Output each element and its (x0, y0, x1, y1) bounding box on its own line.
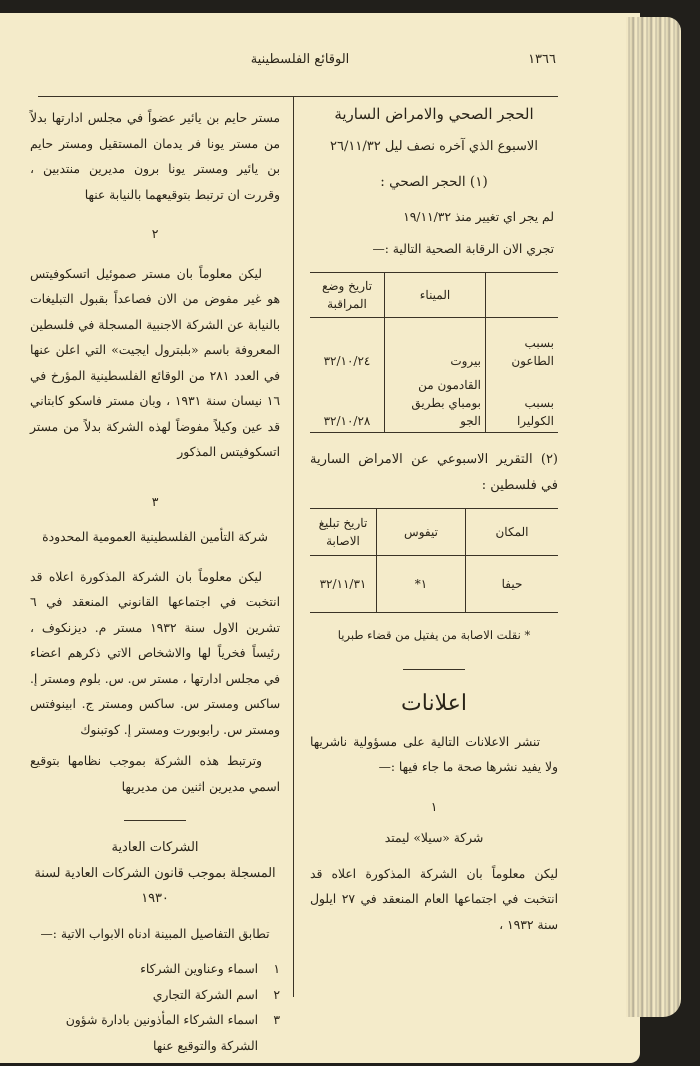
list-item: ٢ اسم الشركة التجاري (152, 987, 280, 1002)
page-edges (626, 17, 681, 1017)
quarantine-table (310, 272, 558, 433)
table-cell: بسبب الطاعون (486, 318, 559, 373)
journal-title: الوقائع الفلسطينية (250, 52, 350, 67)
table-cell: حيفا (466, 556, 559, 613)
no-change-line: لم يجر اي تغيير منذ ١٩/١١/٣٢ (403, 210, 554, 224)
table-cell: ١* (377, 556, 466, 613)
continued-text: مستر حايم بن يائير عضواً في مجلس ادارتها بدلاً من مستر يونا فر يدمان المستقيل ومستر حايم بن يائير ومستر يونا برون مديرين منتدبين ، وقررت ان ترتبط بتوقيعهما بالنيابة عنها (30, 111, 280, 202)
ad1-text: ليكن معلوماً بان الشركة المذكورة اعلاه قد انتخبت في اجتماعها العام المنعقد في ٢٧ ايلول سنة ١٩٣٢ ، (310, 866, 558, 932)
quarantine-title: الحجر الصحي والامراض السارية (334, 105, 534, 123)
table-cell: ٣٢/١١/٣١ (319, 577, 367, 591)
ads-intro: تنشر الاعلانات التالية على مسؤولية ناشريها ولا يفيد نشرها صحة ما جاء فيها :— (310, 734, 558, 774)
item3-text: ليكن معلوماً بان الشركة المذكورة اعلاه قد انتخبت في اجتماعها القانوني المنعقد في ٦ تشرين الاول سنة ١٩٣٢ مستر م. ديزنكوف ، رئيساً فخرياً لها والاشخاص الاتي ذكرهم اعضاء في مجلس ادارتها ، مستر س. س. بلوم ومستر إ. ساكس ومستر س. ساكس ومستر ج. ابينوفتس ومستر س. رابوبورت ومستر إ. كوتبنوك (30, 569, 280, 737)
table-header: المكان (466, 509, 559, 556)
item2-text: ليكن معلوماً بان مستر صموئيل اتسكوفيتس هو غير مفوض من الان فصاعداً بقبول التبليغات بالنيابة عن الشركة الاجنبية المسجلة في فلسطين المعروفة باسم «بلبترول ايجيت» التي اعلن عنها في العدد ٢٨١ من الوقائع الفلسطينية المؤرخ في ١٦ نيسان سنة ١٩٣١ ، وبان مستر فاسكو كابتاني قد عين وكيلاً مفوضاً لهذه الشركة بدلاً من مستر اتسكوفيتس المذكور (30, 266, 280, 459)
right-column (310, 100, 558, 938)
section2-title: (٢) التقرير الاسبوعي عن الامراض السارية في فلسطين : (310, 452, 558, 493)
item3-number: ٣ (151, 494, 159, 509)
list-item: ١ اسماء وعناوين الشركاء (140, 962, 280, 976)
table-header-row (310, 509, 558, 556)
table-cell: ٣٢/١٠/٢٤ (323, 354, 371, 368)
table-header-row (310, 273, 558, 318)
disease-table (310, 508, 558, 613)
table-cell: ٣٢/١٠/٢٨ (323, 414, 371, 428)
companies-subtitle: المسجلة بموجب قانون الشركات العادية لسنة ١٩٣٠ (34, 865, 276, 906)
table-row (310, 556, 558, 613)
week-line: الاسبوع الذي آخره نصف ليل ٢٦/١١/٣٢ (330, 139, 538, 154)
table-header: الميناء (385, 273, 486, 318)
left-column (30, 106, 280, 1059)
section1-title: (١) الحجر الصحي : (380, 173, 488, 190)
item2-number: ٢ (151, 227, 159, 241)
ad1-number: ١ (430, 799, 438, 814)
table-cell: بيروت (385, 318, 486, 373)
column-divider (293, 97, 294, 997)
table-header (486, 273, 559, 318)
companies-intro: تطابق التفاصيل المبينة ادناه الابواب الاتية :— (40, 926, 270, 941)
ad1-title: شركة «سيلا» ليمتد (384, 831, 484, 845)
table-cell: القادمون من بومباي بطريق الجو (385, 372, 486, 433)
ads-title: اعلانات (401, 690, 467, 716)
footnote: * نقلت الاصابة من يفتيل من قضاء طبريا (337, 628, 531, 642)
running-head (40, 50, 560, 74)
table-row (310, 372, 558, 433)
table1-intro: تجري الان الرقابة الصحية التالية :— (372, 241, 554, 256)
list-item: ٣ اسماء الشركاء المأذونين بادارة شؤون الشركة والتوقيع عنها (65, 1013, 280, 1053)
header-rule (38, 96, 558, 97)
companies-title: الشركات العادية (111, 840, 199, 855)
item3-title: شركة التأمين الفلسطينية العمومية المحدودة (42, 530, 268, 544)
table-row (310, 318, 558, 373)
table-header: تاريخ وضع المراقبة (321, 279, 373, 311)
table-cell: بسبب الكوليرا (486, 372, 559, 433)
table-header: تاريخ تبليغ الاصابة (318, 516, 368, 548)
item3-text2: وترتبط هذه الشركة بموجب نظامها بتوقيع اسمي مديرين اثنين من مديريها (30, 754, 280, 794)
page-number: ١٣٦٦ (528, 52, 556, 67)
table-header: تيفوس (377, 509, 466, 556)
